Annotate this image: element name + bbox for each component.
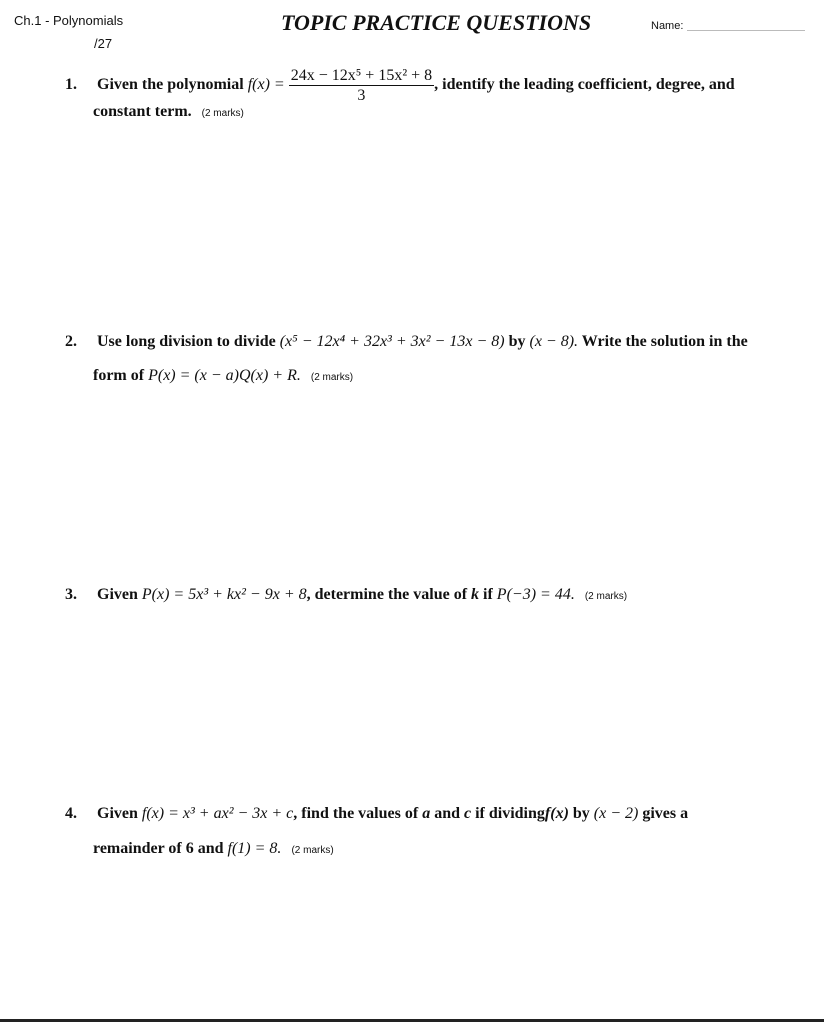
question-text: , find the values of <box>293 805 419 822</box>
page-title: TOPIC PRACTICE QUESTIONS <box>281 10 592 35</box>
question-number: 4. <box>65 805 77 822</box>
score-total: /27 <box>94 36 113 51</box>
question-text: Use long division to divide <box>97 333 276 350</box>
page-bottom-rule <box>0 1019 824 1022</box>
question-text: , determine the value of <box>306 586 468 603</box>
question-text: Given the polynomial <box>97 76 244 94</box>
variable-a: a <box>422 805 431 822</box>
marks-label: (2 marks) <box>201 108 244 119</box>
polynomial-fraction <box>289 66 434 105</box>
function-notation: f(x) = <box>247 76 285 94</box>
question-number: 3. <box>65 586 77 603</box>
divisor-expression: (x − 2) <box>593 805 639 822</box>
question-text: if <box>483 586 493 603</box>
question-text: by <box>572 805 590 822</box>
question-text: form of <box>93 367 145 384</box>
question-text: gives a <box>642 805 689 822</box>
question-number: 1. <box>65 76 77 94</box>
marks-label: (2 marks) <box>291 845 334 856</box>
name-blank-line[interactable] <box>687 30 805 31</box>
fraction-numerator: 24x − 12x⁵ + 15x² + 8 <box>290 67 433 84</box>
chapter-label: Ch.1 - Polynomials <box>14 13 124 28</box>
question-text: and <box>434 805 460 822</box>
question-text: Write the solution in the <box>581 333 748 350</box>
dividend-expression: (x⁵ − 12x⁴ + 32x³ + 3x² − 13x − 8) <box>279 333 505 350</box>
question-text: constant term. <box>93 103 192 120</box>
condition-expression: P(−3) = 44. <box>496 586 575 603</box>
fraction-denominator: 3 <box>357 87 366 104</box>
name-field[interactable] <box>651 20 805 32</box>
name-label: Name: <box>651 20 684 32</box>
polynomial-expression: P(x) = 5x³ + kx² − 9x + 8 <box>141 586 307 603</box>
question-text: if dividing <box>475 805 545 822</box>
function-fx: f(x) <box>544 805 569 822</box>
question-3 <box>65 586 627 604</box>
question-text: Given <box>97 805 138 822</box>
question-1 <box>65 66 735 105</box>
question-2-continued <box>93 367 353 385</box>
condition-expression: f(1) = 8. <box>227 840 282 857</box>
variable-k: k <box>471 586 480 603</box>
question-text: remainder of 6 and <box>93 840 224 857</box>
variable-c: c <box>463 805 472 822</box>
question-4 <box>65 805 688 823</box>
question-2 <box>65 333 748 351</box>
question-text: by <box>508 333 526 350</box>
question-text: , identify the leading coefficient, degree, and <box>434 76 735 94</box>
question-text: Given <box>97 586 138 603</box>
question-4-continued <box>93 840 334 858</box>
division-form-expression: P(x) = (x − a)Q(x) + R. <box>148 367 301 384</box>
polynomial-expression: f(x) = x³ + ax² − 3x + c <box>141 805 294 822</box>
question-number: 2. <box>65 333 77 350</box>
marks-label: (2 marks) <box>310 372 354 383</box>
marks-label: (2 marks) <box>584 591 628 602</box>
question-1-continued <box>93 103 244 121</box>
divisor-expression: (x − 8). <box>529 333 579 350</box>
